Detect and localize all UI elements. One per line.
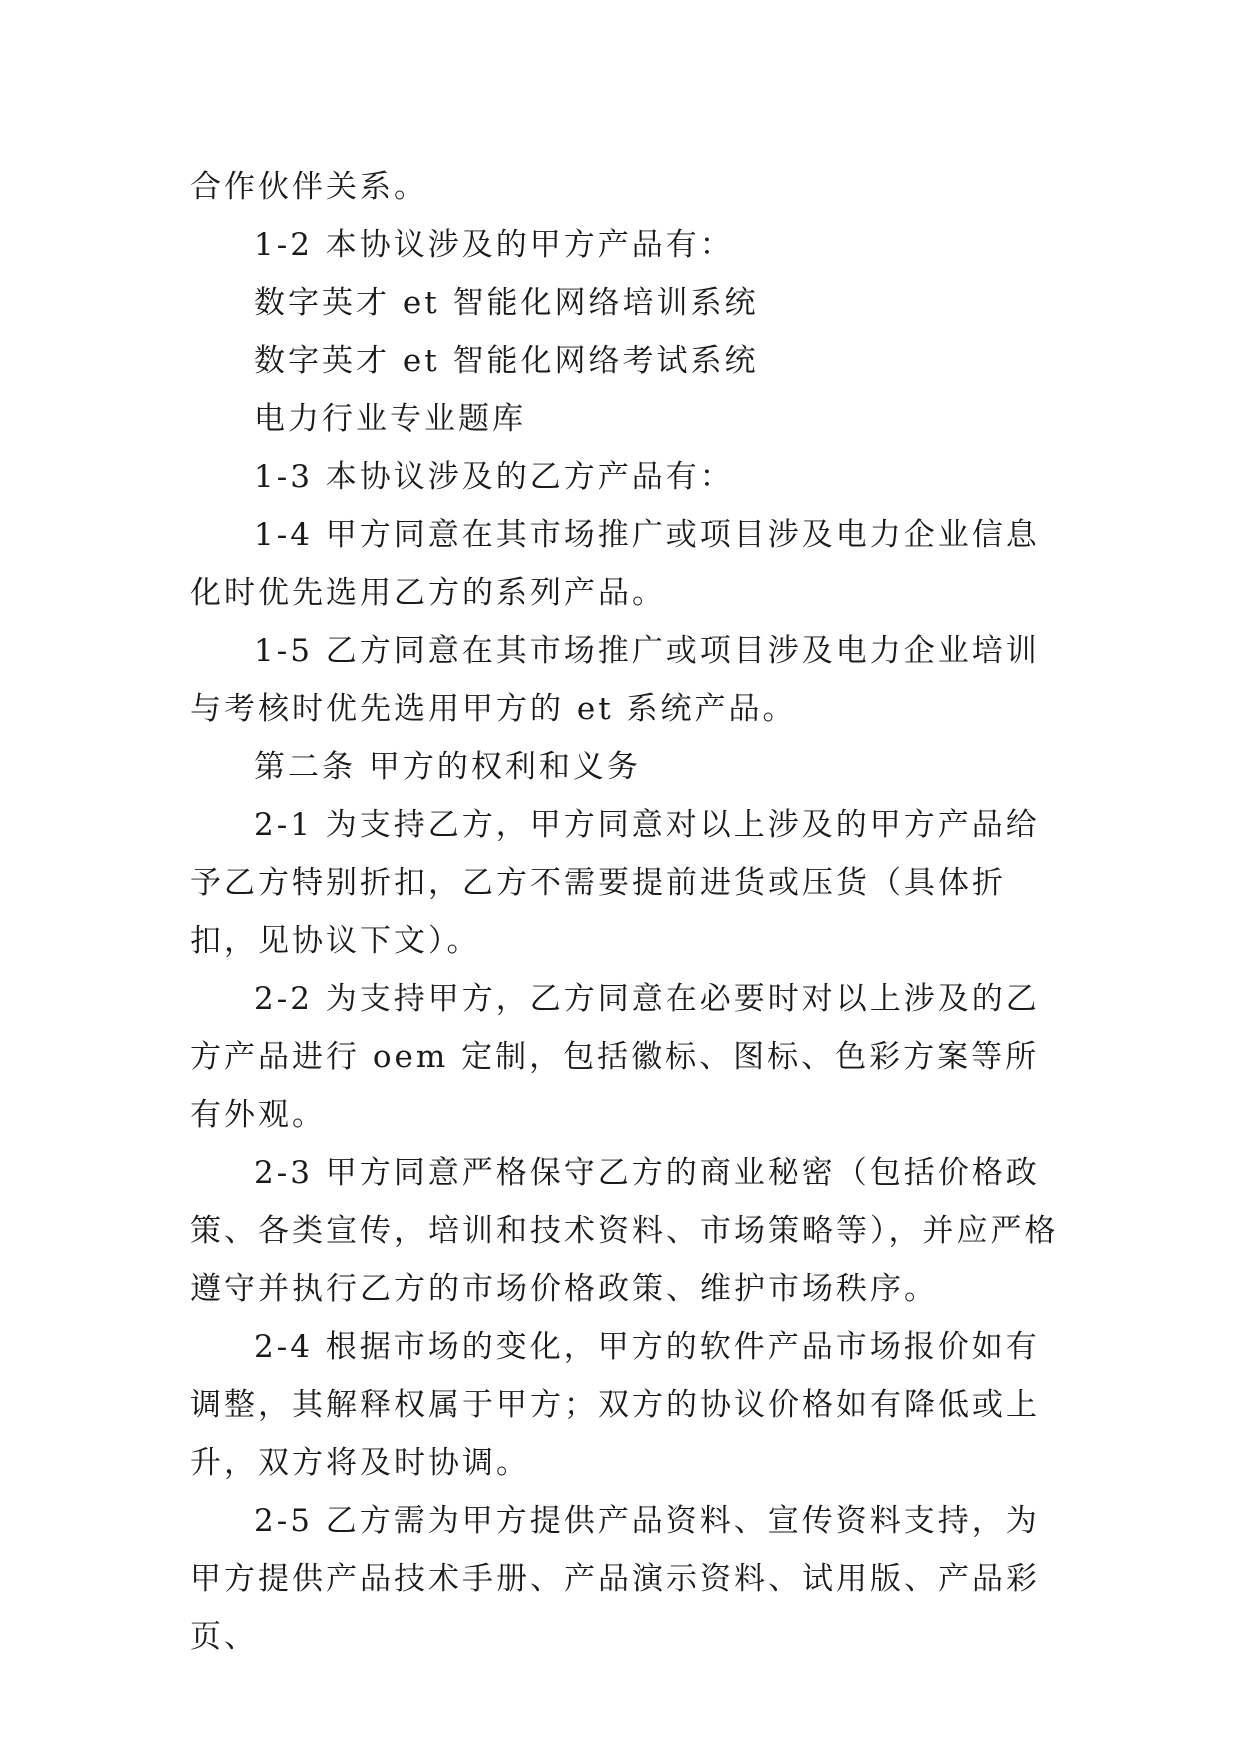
paragraph-2-2: 2-2 为支持甲方，乙方同意在必要时对以上涉及的乙方产品进行 oem 定制，包括徽标、图标、色彩方案等所有外观。 (190, 981, 1040, 1133)
product-item-training-system: 数字英才 et 智能化网络培训系统 (254, 285, 759, 321)
product-item-exam-system: 数字英才 et 智能化网络考试系统 (254, 343, 759, 379)
paragraph-1-4: 1-4 甲方同意在其市场推广或项目涉及电力企业信息化时优先选用乙方的系列产品。 (190, 517, 1040, 611)
document-body (190, 158, 1070, 1666)
paragraph-partnership-end: 合作伙伴关系。 (190, 169, 428, 205)
paragraph-2-4: 2-4 根据市场的变化，甲方的软件产品市场报价如有调整，其解释权属于甲方；双方的协议价格如有降低或上升，双方将及时协调。 (190, 1329, 1040, 1481)
paragraph-2-1: 2-1 为支持乙方，甲方同意对以上涉及的甲方产品给予乙方特别折扣，乙方不需要提前进货或压货（具体折扣，见协议下文）。 (190, 807, 1040, 959)
paragraph-2-5: 2-5 乙方需为甲方提供产品资料、宣传资料支持，为甲方提供产品技术手册、产品演示资料、试用版、产品彩页、 (190, 1503, 1040, 1655)
paragraph-1-3: 1-3 本协议涉及的乙方产品有： (254, 459, 734, 495)
paragraph-1-5: 1-5 乙方同意在其市场推广或项目涉及电力企业培训与考核时优先选用甲方的 et 系统产品。 (190, 633, 1040, 727)
paragraph-1-2: 1-2 本协议涉及的甲方产品有： (254, 227, 734, 263)
paragraph-2-3: 2-3 甲方同意严格保守乙方的商业秘密（包括价格政策、各类宣传，培训和技术资料、市场策略等），并应严格遵守并执行乙方的市场价格政策、维护市场秩序。 (190, 1155, 1059, 1307)
product-item-question-bank: 电力行业专业题库 (254, 401, 526, 437)
section-heading-article-2: 第二条 甲方的权利和义务 (254, 749, 641, 785)
